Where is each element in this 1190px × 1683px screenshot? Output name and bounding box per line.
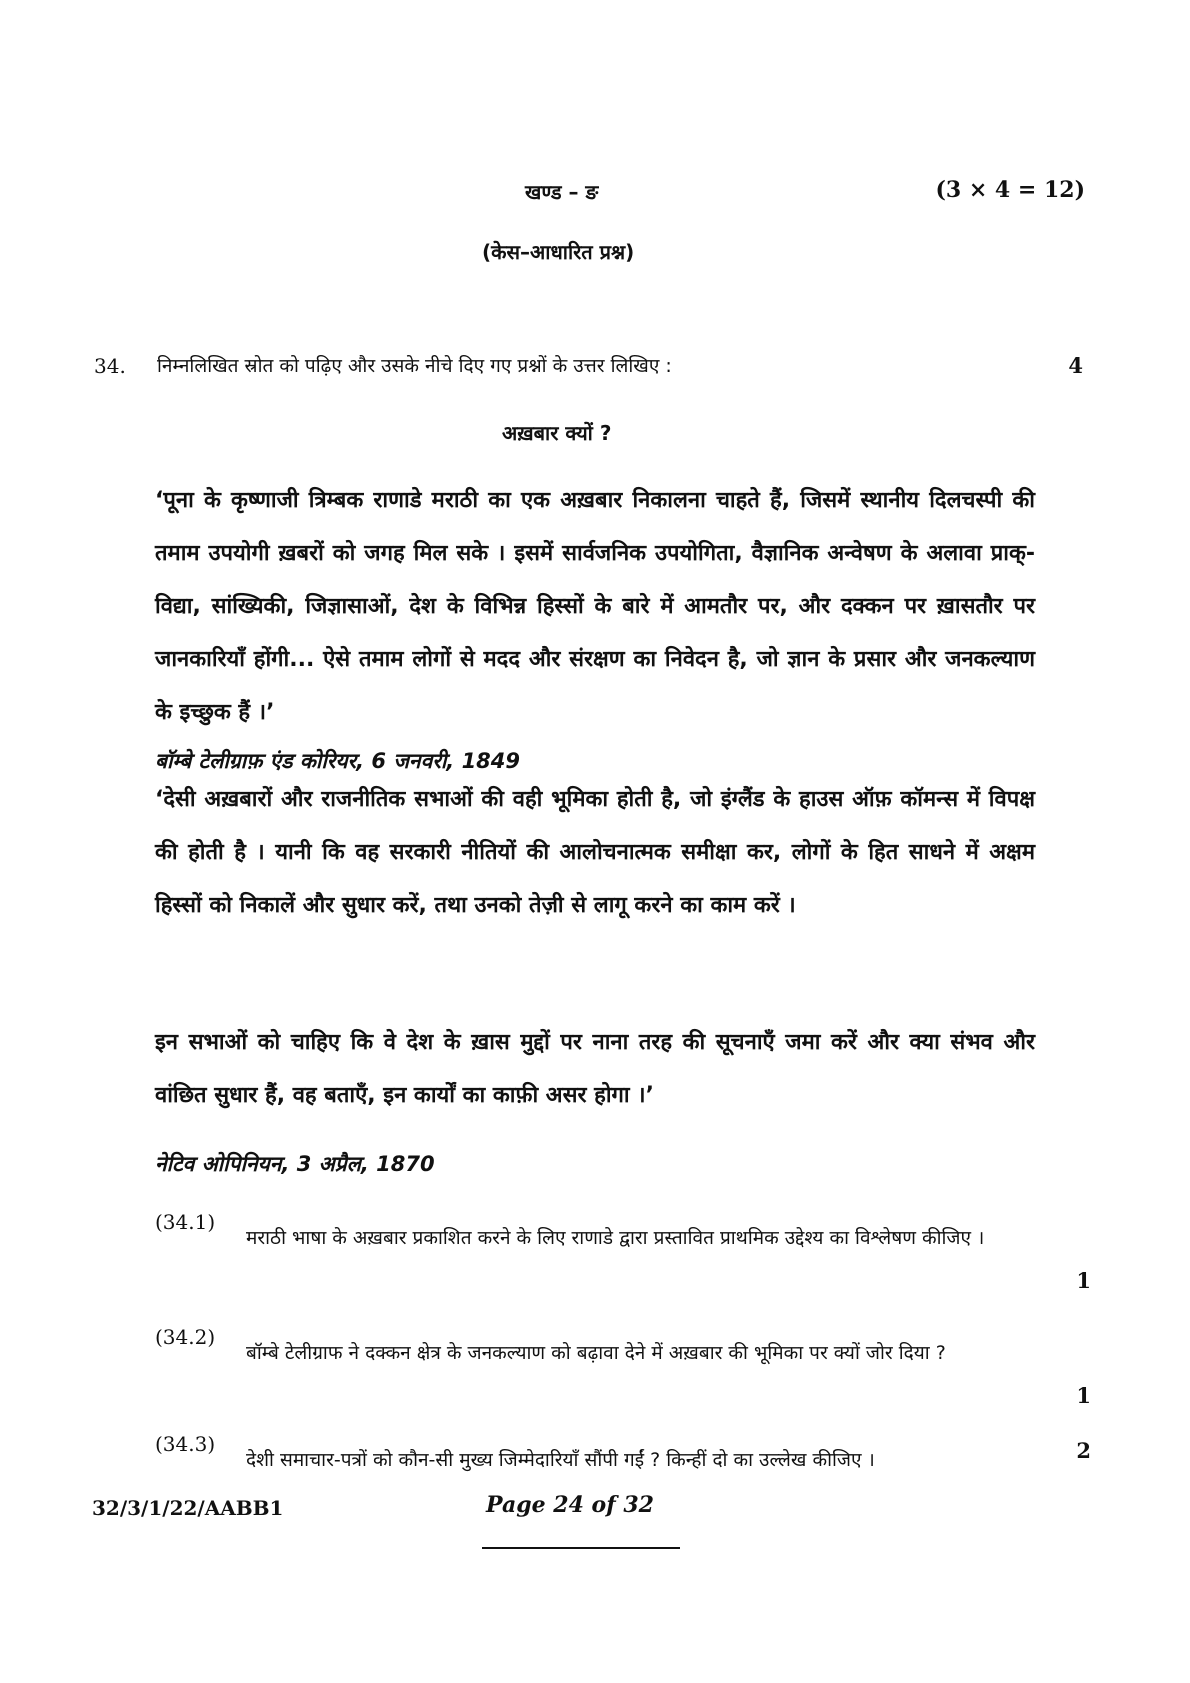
- sub-question-marks: 1: [1076, 1268, 1091, 1293]
- sub-question-number: (34.2): [155, 1325, 216, 1349]
- section-title: खण्ड – ङ: [525, 180, 599, 204]
- sub-question-text: देशी समाचार-पत्रों को कौन-सी मुख्य जिम्मेदारियाँ सौंपी गईं ? किन्हीं दो का उल्लेख कीजिए ।: [246, 1449, 875, 1471]
- footer-underline-divider: [482, 1547, 680, 1549]
- sub-question-number: (34.3): [155, 1432, 216, 1456]
- source-passage-2: ‘देसी अख़बारों और राजनीतिक सभाओं की वही भूमिका होती है, जो इंग्लैंड के हाउस ऑफ़ कॉमन्स में विपक्ष की होती है । यानी कि वह सरकारी नीतियों की आलोचनात्मक समीक्षा कर, लोगों के हित साधने में अक्षम हिस्सों को निकालें और सुधार करें, तथा उनको तेज़ी से लागू करने का काम करें ।: [155, 787, 1035, 918]
- source-citation-2: नेटिव ओपिनियन, 3 अप्रैल, 1870: [155, 1152, 435, 1176]
- question-marks: 4: [1068, 353, 1083, 378]
- question-instruction: निम्नलिखित स्रोत को पढ़िए और उसके नीचे दिए गए प्रश्नों के उत्तर लिखिए :: [157, 355, 672, 377]
- question-number: 34.: [94, 354, 126, 378]
- source-passage-1: ‘पूना के कृष्णाजी त्रिम्बक राणाडे मराठी का एक अख़बार निकालना चाहते हैं, जिसमें स्थानीय दिलचस्पी की तमाम उपयोगी ख़बरों को जगह मिल सके । इसमें सार्वजनिक उपयोगिता, वैज्ञानिक अन्वेषण के अलावा प्राक्-विद्या, सांख्यिकी, जिज्ञासाओं, देश के विभिन्न हिस्सों के बारे में आमतौर पर, और दक्कन पर ख़ासतौर पर जानकारियाँ होंगी... ऐसे तमाम लोगों से मदद और संरक्षण का निवेदन है, जो ज्ञान के प्रसार और जनकल्याण के इच्छुक हैं ।’: [155, 488, 1035, 725]
- section-subtitle: (केस–आधारित प्रश्न): [482, 240, 635, 264]
- sub-question-text: बॉम्बे टेलीग्राफ ने दक्कन क्षेत्र के जनकल्याण को बढ़ावा देने में अख़बार की भूमिका पर क्यों जोर दिया ?: [246, 1342, 946, 1364]
- sub-question-marks: 1: [1076, 1383, 1091, 1408]
- section-marks: (3 × 4 = 12): [935, 177, 1085, 203]
- sub-question-marks: 2: [1076, 1438, 1091, 1463]
- sub-question-number: (34.1): [155, 1210, 216, 1234]
- sub-question-text: मराठी भाषा के अख़बार प्रकाशित करने के लिए राणाडे द्वारा प्रस्तावित प्राथमिक उद्देश्य का विश्लेषण कीजिए ।: [246, 1227, 985, 1249]
- source-heading: अख़बार क्यों ?: [502, 421, 612, 445]
- paper-code: 32/3/1/22/AABB1: [92, 1496, 284, 1520]
- source-passage-2-continued: इन सभाओं को चाहिए कि वे देश के ख़ास मुद्दों पर नाना तरह की सूचनाएँ जमा करें और क्या संभव और वांछित सुधार हैं, वह बताएँ, इन कार्यों का काफ़ी असर होगा ।’: [155, 1030, 1035, 1108]
- page-number: Page 24 of 32: [486, 1492, 654, 1518]
- source-citation-1: बॉम्बे टेलीग्राफ़ एंड कोरियर, 6 जनवरी, 1849: [155, 749, 521, 773]
